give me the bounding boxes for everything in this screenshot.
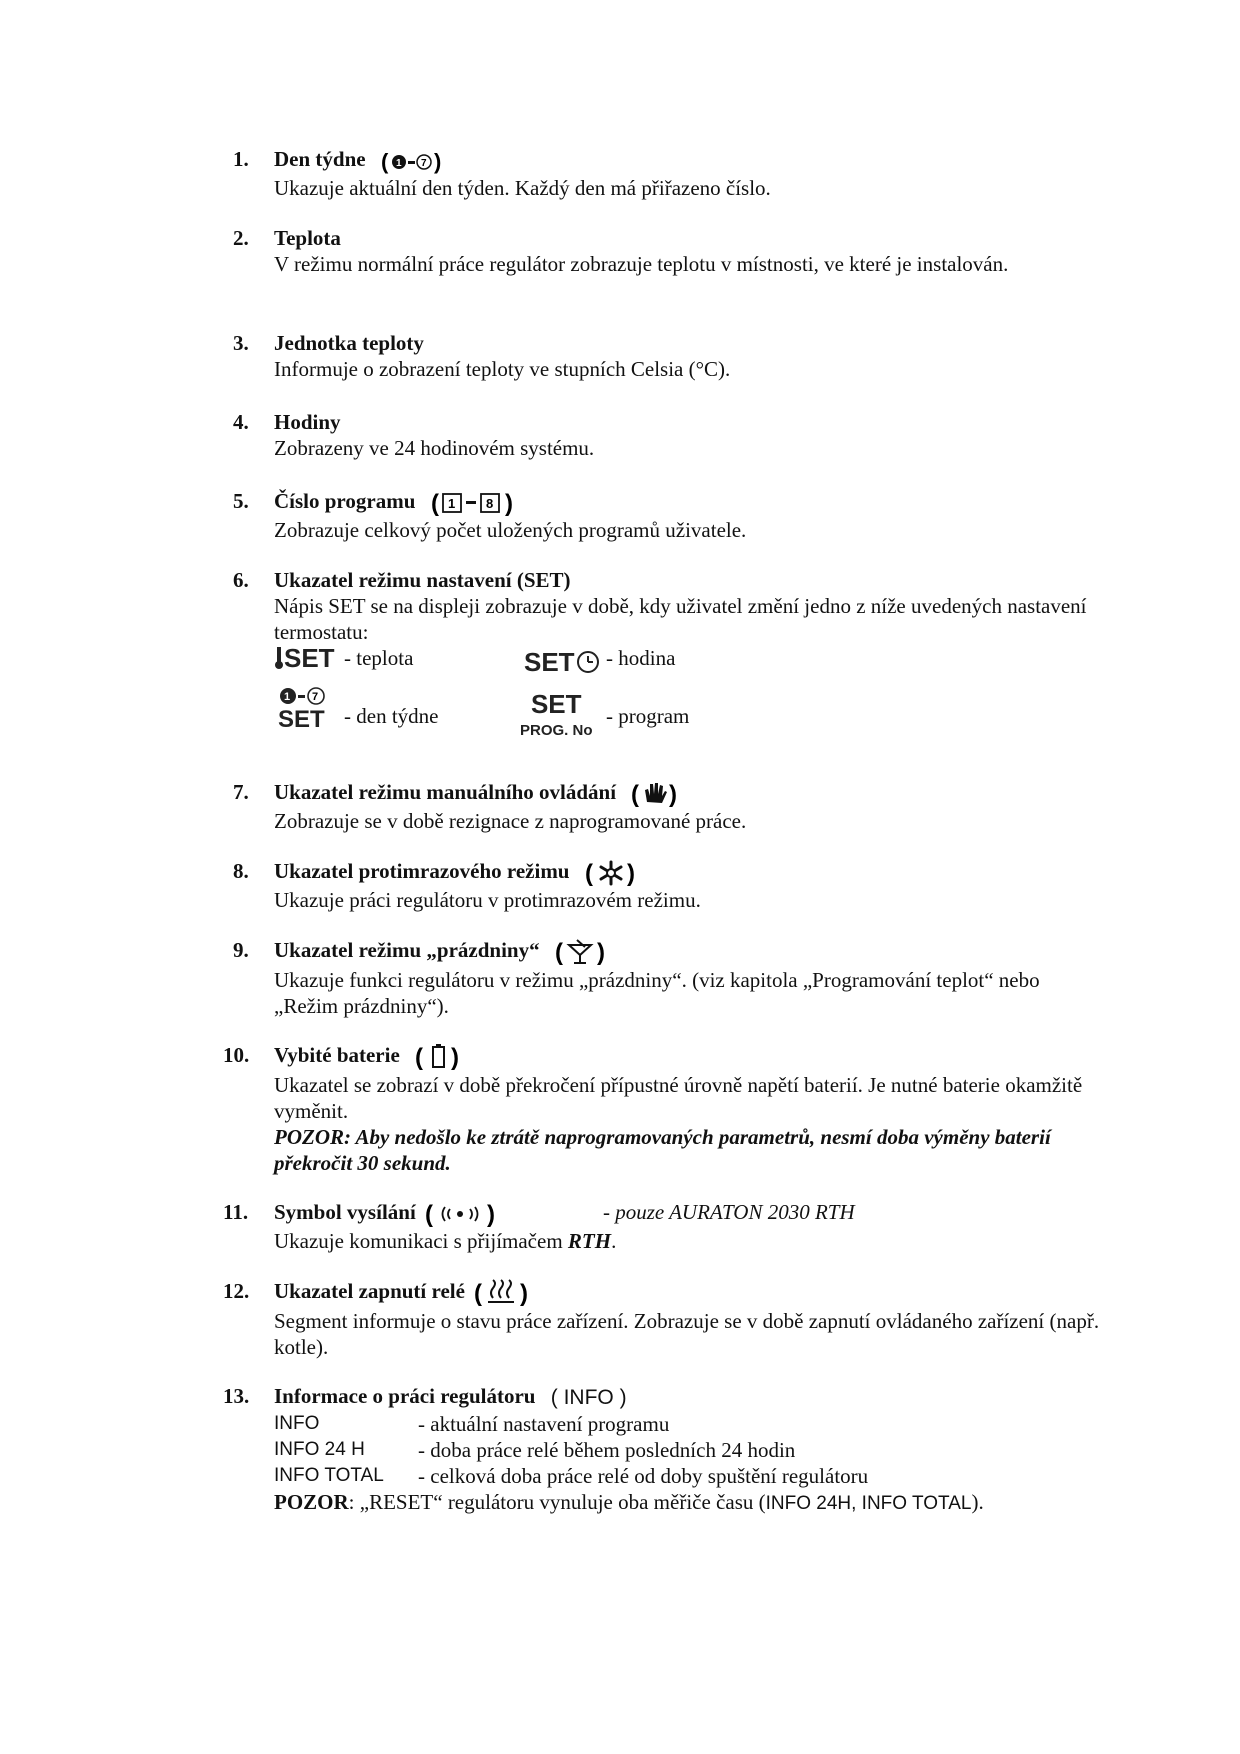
item-title: Hodiny bbox=[274, 410, 341, 434]
item-title: Vybité baterie bbox=[274, 1043, 400, 1067]
list-item-frost-mode bbox=[233, 858, 1104, 913]
item-title: Ukazatel režimu nastavení (SET) bbox=[274, 568, 571, 592]
model-note: - pouze AURATON 2030 RTH bbox=[603, 1200, 855, 1224]
item-description: Ukazuje práci regulátoru v protimrazovém režimu. bbox=[274, 888, 701, 913]
item-title: Ukazatel režimu „prázdniny“ bbox=[274, 938, 540, 962]
item-description: Zobrazuje se v době rezignace z naprogramované práce. bbox=[274, 809, 747, 834]
svg-text:): ) bbox=[520, 1280, 529, 1308]
svg-text:): ) bbox=[433, 148, 442, 174]
snowflake-icon bbox=[585, 859, 641, 887]
set-options bbox=[274, 645, 1104, 740]
thermometer-set-icon: SET bbox=[274, 645, 335, 671]
list-item-transmission bbox=[223, 1199, 1104, 1254]
item-number: 8. bbox=[233, 859, 249, 883]
transmission-icon bbox=[425, 1200, 505, 1228]
battery-icon bbox=[415, 1042, 465, 1072]
svg-text:): ) bbox=[451, 1044, 460, 1072]
item-description: Ukazatel se zobrazí v době překročení přípustné úrovně napětí baterií. Je nutné baterie okamžitě vyměnit. bbox=[274, 1073, 1083, 1124]
item-number: 5. bbox=[233, 489, 249, 513]
item-title: Symbol vysílání bbox=[274, 1200, 416, 1224]
list-item-clock bbox=[233, 409, 1104, 461]
info-icon: ( INFO ) bbox=[550, 1386, 627, 1410]
svg-text:): ) bbox=[626, 860, 635, 888]
item-description: Nápis SET se na displeji zobrazuje v době, kdy uživatel změní jedno z níže uvedených nastavení termostatu: bbox=[274, 594, 1087, 644]
item-number: 10. bbox=[223, 1043, 250, 1067]
svg-text:(: ( bbox=[415, 1044, 424, 1072]
item-description: V režimu normální práce regulátor zobrazuje teplotu v místnosti, ve které je instalován. bbox=[274, 252, 1009, 276]
svg-text:(: ( bbox=[584, 860, 593, 888]
svg-text:8: 8 bbox=[485, 496, 493, 512]
item-description: Ukazuje aktuální den týden. Každý den má přiřazeno číslo. bbox=[274, 175, 771, 200]
list-item-day bbox=[233, 146, 1104, 201]
item-title: Číslo programu bbox=[274, 489, 416, 513]
item-description: Informuje o zobrazení teploty ve stupních Celsia (°C). bbox=[274, 357, 731, 381]
battery-warning: POZOR: Aby nedošlo ke ztrátě naprogramovaných parametrů, nesmí doba výměny baterií překročit 30 sekund. bbox=[274, 1125, 1051, 1176]
day-of-week-icon bbox=[381, 148, 451, 175]
item-number: 4. bbox=[233, 410, 249, 434]
list-item-set-mode bbox=[233, 567, 1104, 740]
list-item-temperature bbox=[233, 225, 1104, 277]
set-label-temperature: - teplota bbox=[344, 646, 414, 670]
clock-set-icon: SET bbox=[524, 649, 601, 675]
info-value: - celková doba práce relé od doby spuštění regulátoru bbox=[418, 1464, 869, 1489]
info-value: - doba práce relé během posledních 24 hodin bbox=[418, 1438, 796, 1463]
svg-text:): ) bbox=[504, 490, 513, 518]
svg-text:7: 7 bbox=[312, 691, 319, 703]
item-title: Informace o práci regulátoru bbox=[274, 1384, 536, 1408]
list-item-program-number bbox=[233, 488, 1104, 543]
item-description: Ukazuje komunikaci s přijímačem RTH. bbox=[274, 1229, 617, 1254]
list-item-low-battery bbox=[223, 1042, 1104, 1176]
item-title: Ukazatel protimrazového režimu bbox=[274, 859, 570, 883]
reset-note: POZOR: „RESET“ regulátoru vynuluje oba měřiče času (INFO 24H, INFO TOTAL). bbox=[274, 1490, 984, 1515]
list-item-manual-mode bbox=[233, 779, 1104, 834]
svg-text:1: 1 bbox=[447, 496, 455, 512]
svg-text:(: ( bbox=[474, 1280, 483, 1308]
svg-text:): ) bbox=[487, 1201, 496, 1229]
set-label-clock: - hodina bbox=[606, 646, 676, 670]
item-number: 12. bbox=[223, 1279, 250, 1303]
day-set-icon: 1 7 SET bbox=[278, 685, 330, 730]
list-item-info bbox=[223, 1383, 1104, 1517]
item-number: 7. bbox=[233, 780, 249, 804]
list-item-relay bbox=[223, 1278, 1104, 1360]
info-row bbox=[274, 1411, 1104, 1437]
item-title: Den týdne bbox=[274, 147, 366, 171]
cocktail-icon bbox=[555, 937, 611, 967]
item-number: 11. bbox=[223, 1200, 249, 1224]
item-number: 9. bbox=[233, 938, 249, 962]
item-title: Ukazatel zapnutí relé bbox=[274, 1279, 465, 1303]
set-label-program: - program bbox=[606, 704, 690, 728]
item-description: Ukazuje funkci regulátoru v režimu „prázdniny“. (viz kapitola „Programování teplot“ nebo „Režim prázdniny“). bbox=[274, 968, 1040, 1019]
item-description: Zobrazuje celkový počet uložených programů uživatele. bbox=[274, 518, 747, 543]
svg-text:1: 1 bbox=[395, 157, 402, 169]
item-number: 13. bbox=[223, 1384, 250, 1408]
item-description: Zobrazeny ve 24 hodinovém systému. bbox=[274, 436, 595, 460]
program-set-icon: SET PROG. No bbox=[520, 689, 593, 739]
item-title: Ukazatel režimu manuálního ovládání bbox=[274, 780, 617, 804]
set-label-day: - den týdne bbox=[344, 704, 439, 728]
program-number-icon bbox=[431, 489, 523, 517]
info-key: INFO bbox=[274, 1413, 320, 1435]
svg-text:1: 1 bbox=[284, 691, 291, 703]
item-number: 1. bbox=[233, 147, 249, 171]
item-title: Jednotka teploty bbox=[274, 331, 424, 355]
svg-text:): ) bbox=[669, 781, 678, 809]
svg-text:(: ( bbox=[430, 490, 439, 518]
item-title: Teplota bbox=[274, 226, 341, 250]
svg-text:(: ( bbox=[554, 939, 563, 967]
heating-icon bbox=[474, 1278, 538, 1308]
svg-text:(: ( bbox=[631, 781, 640, 809]
info-key: INFO TOTAL bbox=[274, 1465, 384, 1487]
item-description: Segment informuje o stavu práce zařízení. Zobrazuje se v době zapnutí ovládaného zařízení (např. kotle). bbox=[274, 1309, 1100, 1360]
list-item-temperature-unit bbox=[233, 330, 1104, 382]
list-item-holiday-mode bbox=[233, 937, 1104, 1019]
svg-text:(: ( bbox=[380, 148, 389, 174]
info-row bbox=[274, 1463, 1104, 1489]
svg-text:): ) bbox=[596, 939, 605, 967]
info-value: - aktuální nastavení programu bbox=[418, 1412, 670, 1437]
item-number: 6. bbox=[233, 568, 249, 592]
info-row bbox=[274, 1437, 1104, 1463]
svg-text:7: 7 bbox=[420, 157, 427, 169]
hand-icon bbox=[631, 780, 683, 808]
item-number: 3. bbox=[233, 331, 249, 355]
svg-text:(: ( bbox=[425, 1201, 434, 1229]
info-key: INFO 24 H bbox=[274, 1439, 365, 1461]
item-number: 2. bbox=[233, 226, 249, 250]
